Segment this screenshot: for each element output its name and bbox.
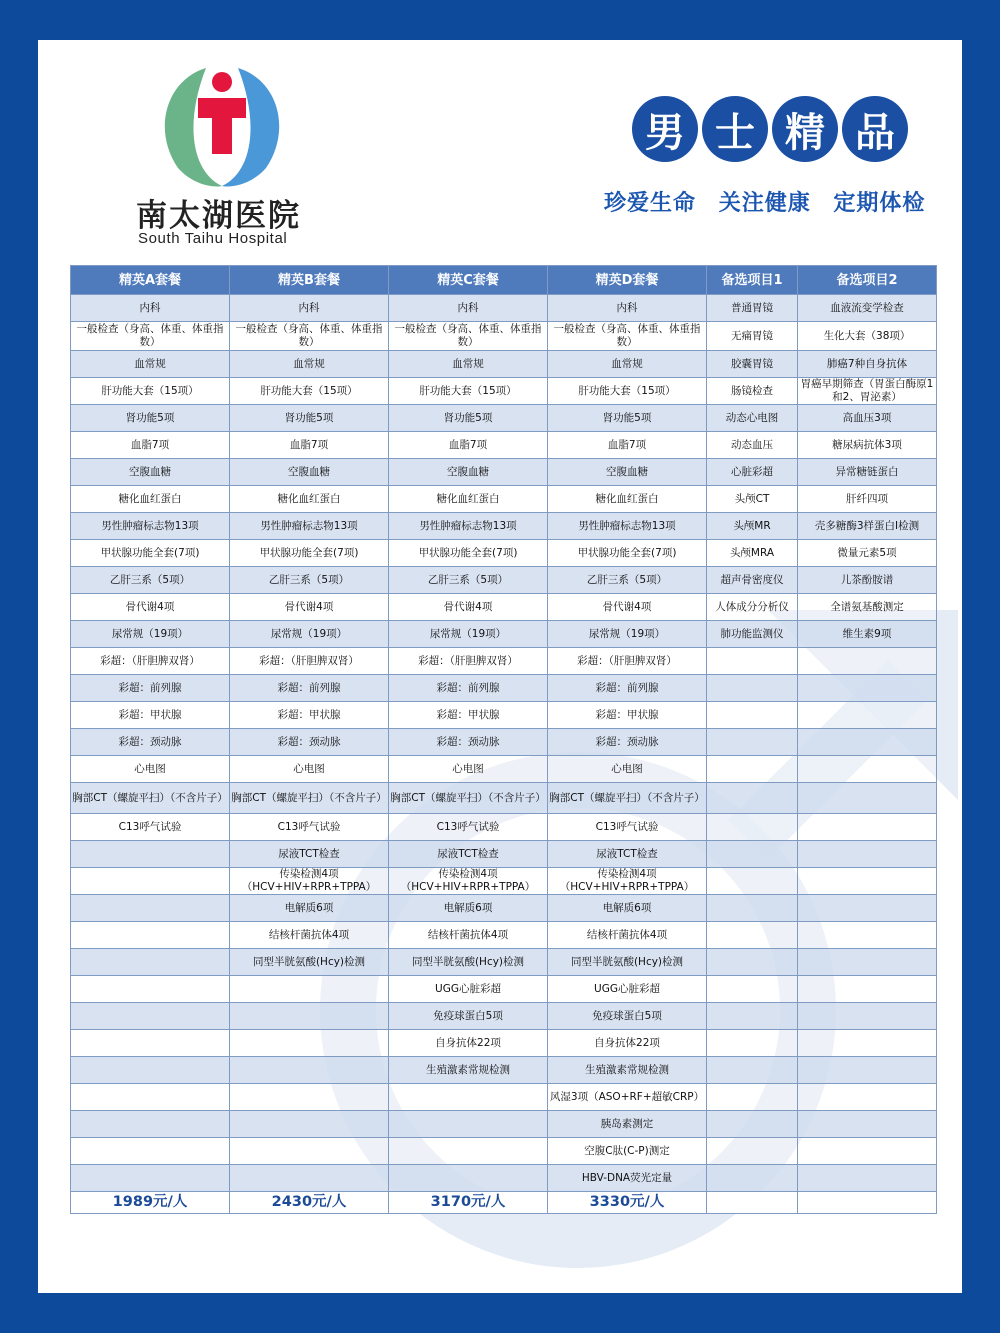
- table-cell: [71, 1138, 230, 1165]
- table-cell: 彩超：（肝胆脾双肾）: [389, 648, 548, 675]
- table-row: [71, 841, 937, 868]
- table-cell: [707, 729, 798, 756]
- table-cell: 血液流变学检查: [798, 295, 937, 322]
- column-header: 备选项目2: [798, 266, 937, 295]
- table-cell: 空腹血糖: [230, 459, 389, 486]
- table-cell: 乙肝三系（5项）: [548, 567, 707, 594]
- table-cell: [230, 1030, 389, 1057]
- table-cell: [798, 648, 937, 675]
- poster-sheet: [38, 40, 962, 1293]
- table-cell: 同型半胱氨酸(Hcy)检测: [389, 949, 548, 976]
- column-header: 精英C套餐: [389, 266, 548, 295]
- column-header: 精英D套餐: [548, 266, 707, 295]
- table-cell: [798, 976, 937, 1003]
- table-cell: 自身抗体22项: [548, 1030, 707, 1057]
- table-cell: [798, 702, 937, 729]
- table-row: [71, 702, 937, 729]
- poster-title: [632, 96, 912, 166]
- table-cell: 传染检测4项（HCV+HIV+RPR+TPPA）: [389, 868, 548, 895]
- column-header: 精英A套餐: [71, 266, 230, 295]
- table-cell: 肾功能5项: [389, 405, 548, 432]
- table-cell: 空腹血糖: [389, 459, 548, 486]
- table-cell: 尿液TCT检查: [230, 841, 389, 868]
- table-cell: 尿液TCT检查: [548, 841, 707, 868]
- hospital-name-en: South Taihu Hospital: [138, 230, 288, 247]
- table-row: [71, 351, 937, 378]
- table-cell: 胰岛素测定: [548, 1111, 707, 1138]
- table-cell: 血脂7项: [548, 432, 707, 459]
- table-cell: [389, 1165, 548, 1192]
- table-cell: [798, 895, 937, 922]
- table-cell: 彩超：前列腺: [389, 675, 548, 702]
- table-cell: 结核杆菌抗体4项: [548, 922, 707, 949]
- table-cell: 胸部CT（螺旋平扫）（不含片子）: [389, 783, 548, 814]
- table-row: [71, 567, 937, 594]
- table-cell: 尿常规（19项）: [389, 621, 548, 648]
- column-header: 备选项目1: [707, 266, 798, 295]
- table-cell: 生化大套（38项）: [798, 322, 937, 351]
- price-cell: 3330元/人: [548, 1192, 707, 1214]
- table-row: [71, 378, 937, 405]
- table-row: [71, 432, 937, 459]
- table-cell: [230, 1084, 389, 1111]
- table-cell: 彩超：甲状腺: [230, 702, 389, 729]
- table-row: [71, 540, 937, 567]
- table-row: [71, 295, 937, 322]
- table-header-row: [71, 266, 937, 295]
- table-cell: 电解质6项: [389, 895, 548, 922]
- table-cell: C13呼气试验: [548, 814, 707, 841]
- table-cell: 一般检查（身高、体重、体重指数）: [548, 322, 707, 351]
- table-cell: 无痛胃镜: [707, 322, 798, 351]
- table-cell: [707, 922, 798, 949]
- table-cell: 肾功能5项: [230, 405, 389, 432]
- table-cell: [798, 729, 937, 756]
- table-cell: 血常规: [389, 351, 548, 378]
- table-cell: 电解质6项: [230, 895, 389, 922]
- table-cell: 糖化血红蛋白: [71, 486, 230, 513]
- table-cell: [798, 814, 937, 841]
- table-cell: 血脂7项: [230, 432, 389, 459]
- table-cell: [71, 922, 230, 949]
- table-row: [71, 729, 937, 756]
- table-cell: [389, 1138, 548, 1165]
- table-cell: 内科: [230, 295, 389, 322]
- table-cell: [707, 1084, 798, 1111]
- table-cell: 甲状腺功能全套(7项): [389, 540, 548, 567]
- table-cell: [798, 1057, 937, 1084]
- table-cell: 异常糖链蛋白: [798, 459, 937, 486]
- table-cell: 传染检测4项（HCV+HIV+RPR+TPPA）: [548, 868, 707, 895]
- table-row: [71, 1111, 937, 1138]
- table-cell: 肝功能大套（15项）: [71, 378, 230, 405]
- slogan-item: 珍爱生命: [604, 191, 697, 216]
- table-cell: 彩超：甲状腺: [548, 702, 707, 729]
- table-cell: 男性肿瘤标志物13项: [71, 513, 230, 540]
- table-cell: 甲状腺功能全套(7项): [548, 540, 707, 567]
- table-row: [71, 1084, 937, 1111]
- table-cell: UGG心脏彩超: [389, 976, 548, 1003]
- table-cell: 尿常规（19项）: [230, 621, 389, 648]
- table-cell: [707, 1057, 798, 1084]
- table-cell: 彩超：颈动脉: [230, 729, 389, 756]
- table-cell: 全谱氨基酸测定: [798, 594, 937, 621]
- table-cell: 壳多糖酶3样蛋白Ⅰ检测: [798, 513, 937, 540]
- table-cell: 头颅CT: [707, 486, 798, 513]
- table-cell: 结核杆菌抗体4项: [389, 922, 548, 949]
- table-cell: 生殖激素常规检测: [548, 1057, 707, 1084]
- table-cell: 肺癌7种自身抗体: [798, 351, 937, 378]
- table-row: [71, 322, 937, 351]
- table-cell: 胃癌早期筛查（胃蛋白酶原1和2、胃泌素）: [798, 378, 937, 405]
- table-cell: 彩超：（肝胆脾双肾）: [71, 648, 230, 675]
- table-cell: 心电图: [230, 756, 389, 783]
- table-cell: 彩超：（肝胆脾双肾）: [548, 648, 707, 675]
- price-row: [71, 1192, 937, 1214]
- table-cell: [71, 1030, 230, 1057]
- table-cell: 肝功能大套（15项）: [389, 378, 548, 405]
- package-table: [70, 265, 937, 1214]
- table-cell: 普通胃镜: [707, 295, 798, 322]
- table-cell: 同型半胱氨酸(Hcy)检测: [230, 949, 389, 976]
- table-cell: [798, 1138, 937, 1165]
- table-cell: 肠镜检查: [707, 378, 798, 405]
- table-cell: 内科: [389, 295, 548, 322]
- table-cell: [798, 949, 937, 976]
- table-cell: 尿常规（19项）: [548, 621, 707, 648]
- table-cell: [798, 1111, 937, 1138]
- table-cell: [798, 841, 937, 868]
- table-row: [71, 1138, 937, 1165]
- table-cell: C13呼气试验: [389, 814, 548, 841]
- table-cell: [230, 1003, 389, 1030]
- table-row: [71, 648, 937, 675]
- table-cell: [707, 783, 798, 814]
- title-char: 士: [702, 96, 768, 162]
- table-cell: [798, 868, 937, 895]
- table-cell: [71, 1057, 230, 1084]
- table-cell: 男性肿瘤标志物13项: [548, 513, 707, 540]
- price-cell: 1989元/人: [71, 1192, 230, 1214]
- slogan-item: 关注健康: [718, 191, 811, 216]
- table-cell: [707, 675, 798, 702]
- table-cell: 骨代谢4项: [230, 594, 389, 621]
- table-cell: 乙肝三系（5项）: [71, 567, 230, 594]
- table-row: [71, 1030, 937, 1057]
- table-cell: 肝功能大套（15项）: [230, 378, 389, 405]
- table-cell: [71, 1165, 230, 1192]
- hospital-logo-icon: [156, 60, 288, 188]
- table-cell: 骨代谢4项: [389, 594, 548, 621]
- table-cell: [71, 841, 230, 868]
- table-cell: 心电图: [71, 756, 230, 783]
- table-cell: [798, 783, 937, 814]
- table-cell: 空腹血糖: [71, 459, 230, 486]
- table-cell: [230, 1165, 389, 1192]
- table-row: [71, 868, 937, 895]
- table-cell: 尿常规（19项）: [71, 621, 230, 648]
- table-cell: [707, 949, 798, 976]
- table-cell: 维生素9项: [798, 621, 937, 648]
- table-cell: 尿液TCT检查: [389, 841, 548, 868]
- table-cell: 肝纤四项: [798, 486, 937, 513]
- hospital-name-cn: 南太湖医院: [136, 198, 301, 234]
- table-cell: HBV-DNA荧光定量: [548, 1165, 707, 1192]
- table-cell: 胸部CT（螺旋平扫）（不含片子）: [71, 783, 230, 814]
- table-cell: [798, 756, 937, 783]
- table-row: [71, 783, 937, 814]
- table-cell: 乙肝三系（5项）: [389, 567, 548, 594]
- table-cell: [707, 868, 798, 895]
- table-cell: 空腹血糖: [548, 459, 707, 486]
- table-cell: C13呼气试验: [230, 814, 389, 841]
- table-cell: 男性肿瘤标志物13项: [389, 513, 548, 540]
- table-row: [71, 675, 937, 702]
- table-cell: 糖化血红蛋白: [389, 486, 548, 513]
- table-row: [71, 1057, 937, 1084]
- table-cell: 免疫球蛋白5项: [389, 1003, 548, 1030]
- table-cell: 甲状腺功能全套(7项): [230, 540, 389, 567]
- table-cell: 骨代谢4项: [71, 594, 230, 621]
- table-row: [71, 976, 937, 1003]
- table-cell: 内科: [548, 295, 707, 322]
- table-cell: 结核杆菌抗体4项: [230, 922, 389, 949]
- table-cell: [707, 648, 798, 675]
- price-cell: [707, 1192, 798, 1214]
- table-cell: [707, 1165, 798, 1192]
- table-cell: 彩超：颈动脉: [389, 729, 548, 756]
- table-cell: 胸部CT（螺旋平扫）（不含片子）: [548, 783, 707, 814]
- table-cell: 动态心电图: [707, 405, 798, 432]
- table-row: [71, 756, 937, 783]
- table-row: [71, 621, 937, 648]
- table-cell: [707, 1111, 798, 1138]
- table-cell: 彩超：前列腺: [230, 675, 389, 702]
- table-cell: 彩超：甲状腺: [389, 702, 548, 729]
- table-cell: [707, 1003, 798, 1030]
- table-cell: 同型半胱氨酸(Hcy)检测: [548, 949, 707, 976]
- table-cell: 心脏彩超: [707, 459, 798, 486]
- table-cell: [798, 675, 937, 702]
- table-cell: 彩超：前列腺: [71, 675, 230, 702]
- table-cell: [707, 1138, 798, 1165]
- table-cell: [71, 1003, 230, 1030]
- table-cell: 超声骨密度仪: [707, 567, 798, 594]
- table-cell: 肾功能5项: [71, 405, 230, 432]
- table-cell: 肝功能大套（15项）: [548, 378, 707, 405]
- table-cell: [798, 922, 937, 949]
- table-cell: C13呼气试验: [71, 814, 230, 841]
- table-row: [71, 895, 937, 922]
- table-cell: 传染检测4项（HCV+HIV+RPR+TPPA）: [230, 868, 389, 895]
- price-cell: [798, 1192, 937, 1214]
- table-cell: 乙肝三系（5项）: [230, 567, 389, 594]
- table-cell: 血常规: [548, 351, 707, 378]
- table-cell: 风湿3项（ASO+RF+超敏CRP）: [548, 1084, 707, 1111]
- table-cell: 人体成分分析仪: [707, 594, 798, 621]
- table-cell: 彩超：（肝胆脾双肾）: [230, 648, 389, 675]
- price-cell: 3170元/人: [389, 1192, 548, 1214]
- table-row: [71, 594, 937, 621]
- table-cell: 血常规: [71, 351, 230, 378]
- table-cell: 糖化血红蛋白: [548, 486, 707, 513]
- table-cell: 甲状腺功能全套(7项): [71, 540, 230, 567]
- table-cell: 微量元素5项: [798, 540, 937, 567]
- slogan: [604, 186, 939, 217]
- table-cell: [798, 1165, 937, 1192]
- table-cell: 一般检查（身高、体重、体重指数）: [71, 322, 230, 351]
- title-char: 品: [842, 96, 908, 162]
- table-cell: [707, 814, 798, 841]
- table-cell: [798, 1003, 937, 1030]
- table-cell: [71, 868, 230, 895]
- table-cell: 彩超：甲状腺: [71, 702, 230, 729]
- table-row: [71, 513, 937, 540]
- table-cell: 彩超：颈动脉: [548, 729, 707, 756]
- table-row: [71, 814, 937, 841]
- table-cell: 男性肿瘤标志物13项: [230, 513, 389, 540]
- table-cell: [707, 756, 798, 783]
- table-cell: [798, 1030, 937, 1057]
- table-cell: 糖尿病抗体3项: [798, 432, 937, 459]
- table-cell: 血常规: [230, 351, 389, 378]
- table-cell: 电解质6项: [548, 895, 707, 922]
- table-cell: UGG心脏彩超: [548, 976, 707, 1003]
- table-cell: 心电图: [389, 756, 548, 783]
- table-cell: 头颅MRA: [707, 540, 798, 567]
- slogan-item: 定期体检: [833, 191, 926, 216]
- table-cell: 肺功能监测仪: [707, 621, 798, 648]
- table-row: [71, 922, 937, 949]
- table-cell: [707, 976, 798, 1003]
- table-cell: [71, 976, 230, 1003]
- table-cell: 一般检查（身高、体重、体重指数）: [389, 322, 548, 351]
- table-row: [71, 459, 937, 486]
- table-cell: 自身抗体22项: [389, 1030, 548, 1057]
- table-cell: 糖化血红蛋白: [230, 486, 389, 513]
- table-body: [71, 295, 937, 1214]
- table-cell: [707, 702, 798, 729]
- table-cell: 生殖激素常规检测: [389, 1057, 548, 1084]
- table-cell: 高血压3项: [798, 405, 937, 432]
- price-cell: 2430元/人: [230, 1192, 389, 1214]
- table-cell: [707, 1030, 798, 1057]
- table-cell: [230, 1057, 389, 1084]
- table-cell: 血脂7项: [389, 432, 548, 459]
- table-cell: [71, 949, 230, 976]
- title-char: 精: [772, 96, 838, 162]
- table-cell: [71, 1111, 230, 1138]
- table-cell: [230, 976, 389, 1003]
- table-cell: 儿茶酚胺谱: [798, 567, 937, 594]
- table-row: [71, 405, 937, 432]
- table-cell: 一般检查（身高、体重、体重指数）: [230, 322, 389, 351]
- table-row: [71, 1003, 937, 1030]
- table-cell: [230, 1138, 389, 1165]
- table-cell: 动态血压: [707, 432, 798, 459]
- table-cell: [707, 895, 798, 922]
- table-cell: 骨代谢4项: [548, 594, 707, 621]
- table-cell: [71, 895, 230, 922]
- table-cell: 胸部CT（螺旋平扫）（不含片子）: [230, 783, 389, 814]
- table-cell: 头颅MR: [707, 513, 798, 540]
- title-char: 男: [632, 96, 698, 162]
- table-cell: [389, 1084, 548, 1111]
- table-cell: 空腹C肽(C-P)测定: [548, 1138, 707, 1165]
- table-cell: [230, 1111, 389, 1138]
- table-cell: 血脂7项: [71, 432, 230, 459]
- table-cell: [798, 1084, 937, 1111]
- column-header: 精英B套餐: [230, 266, 389, 295]
- table-cell: [707, 841, 798, 868]
- table-cell: 彩超：前列腺: [548, 675, 707, 702]
- table-cell: 彩超：颈动脉: [71, 729, 230, 756]
- table-cell: 心电图: [548, 756, 707, 783]
- table-row: [71, 486, 937, 513]
- table-cell: [71, 1084, 230, 1111]
- table-row: [71, 949, 937, 976]
- table-cell: 肾功能5项: [548, 405, 707, 432]
- table-cell: 胶囊胃镜: [707, 351, 798, 378]
- table-row: [71, 1165, 937, 1192]
- table-cell: 免疫球蛋白5项: [548, 1003, 707, 1030]
- table-cell: [389, 1111, 548, 1138]
- table-cell: 内科: [71, 295, 230, 322]
